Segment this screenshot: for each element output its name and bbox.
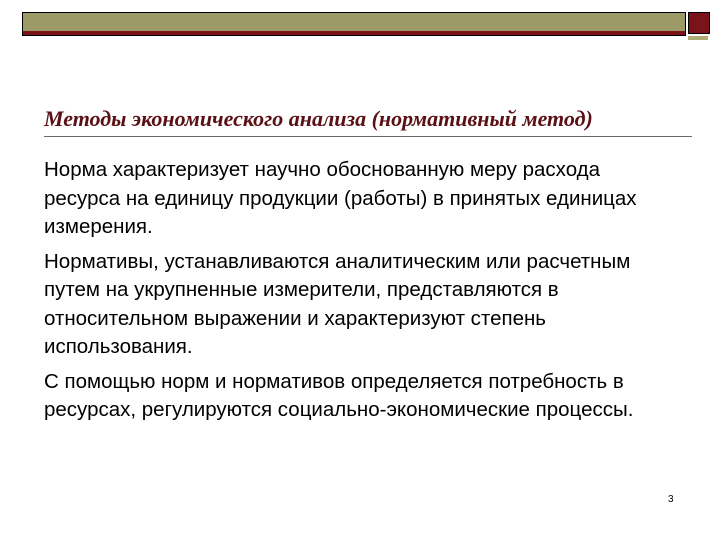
page-number: 3 (668, 494, 674, 505)
slide-title: Методы экономического анализа (нормативный метод) (44, 106, 593, 131)
corner-square-shadow (688, 36, 708, 40)
paragraph-norm: Норма характеризует научно обоснованную меру расхода ресурса на единицу продукции (работы) в принятых единицах измерения. (44, 158, 637, 238)
title-divider (44, 136, 692, 137)
slide-content (44, 156, 654, 431)
corner-square (688, 12, 710, 34)
header-accent-line (22, 31, 686, 36)
header-band (22, 12, 686, 32)
paragraph-purpose: С помощью норм и нормативов определяется потребность в ресурсах, регулируются социально-экономические процессы. (44, 369, 634, 421)
paragraph-normatives: Нормативы, устанавливаются аналитическим или расчетным путем на укрупненные измерители, представляются в относительном выражении и характеризуют степень использования. (44, 249, 631, 358)
